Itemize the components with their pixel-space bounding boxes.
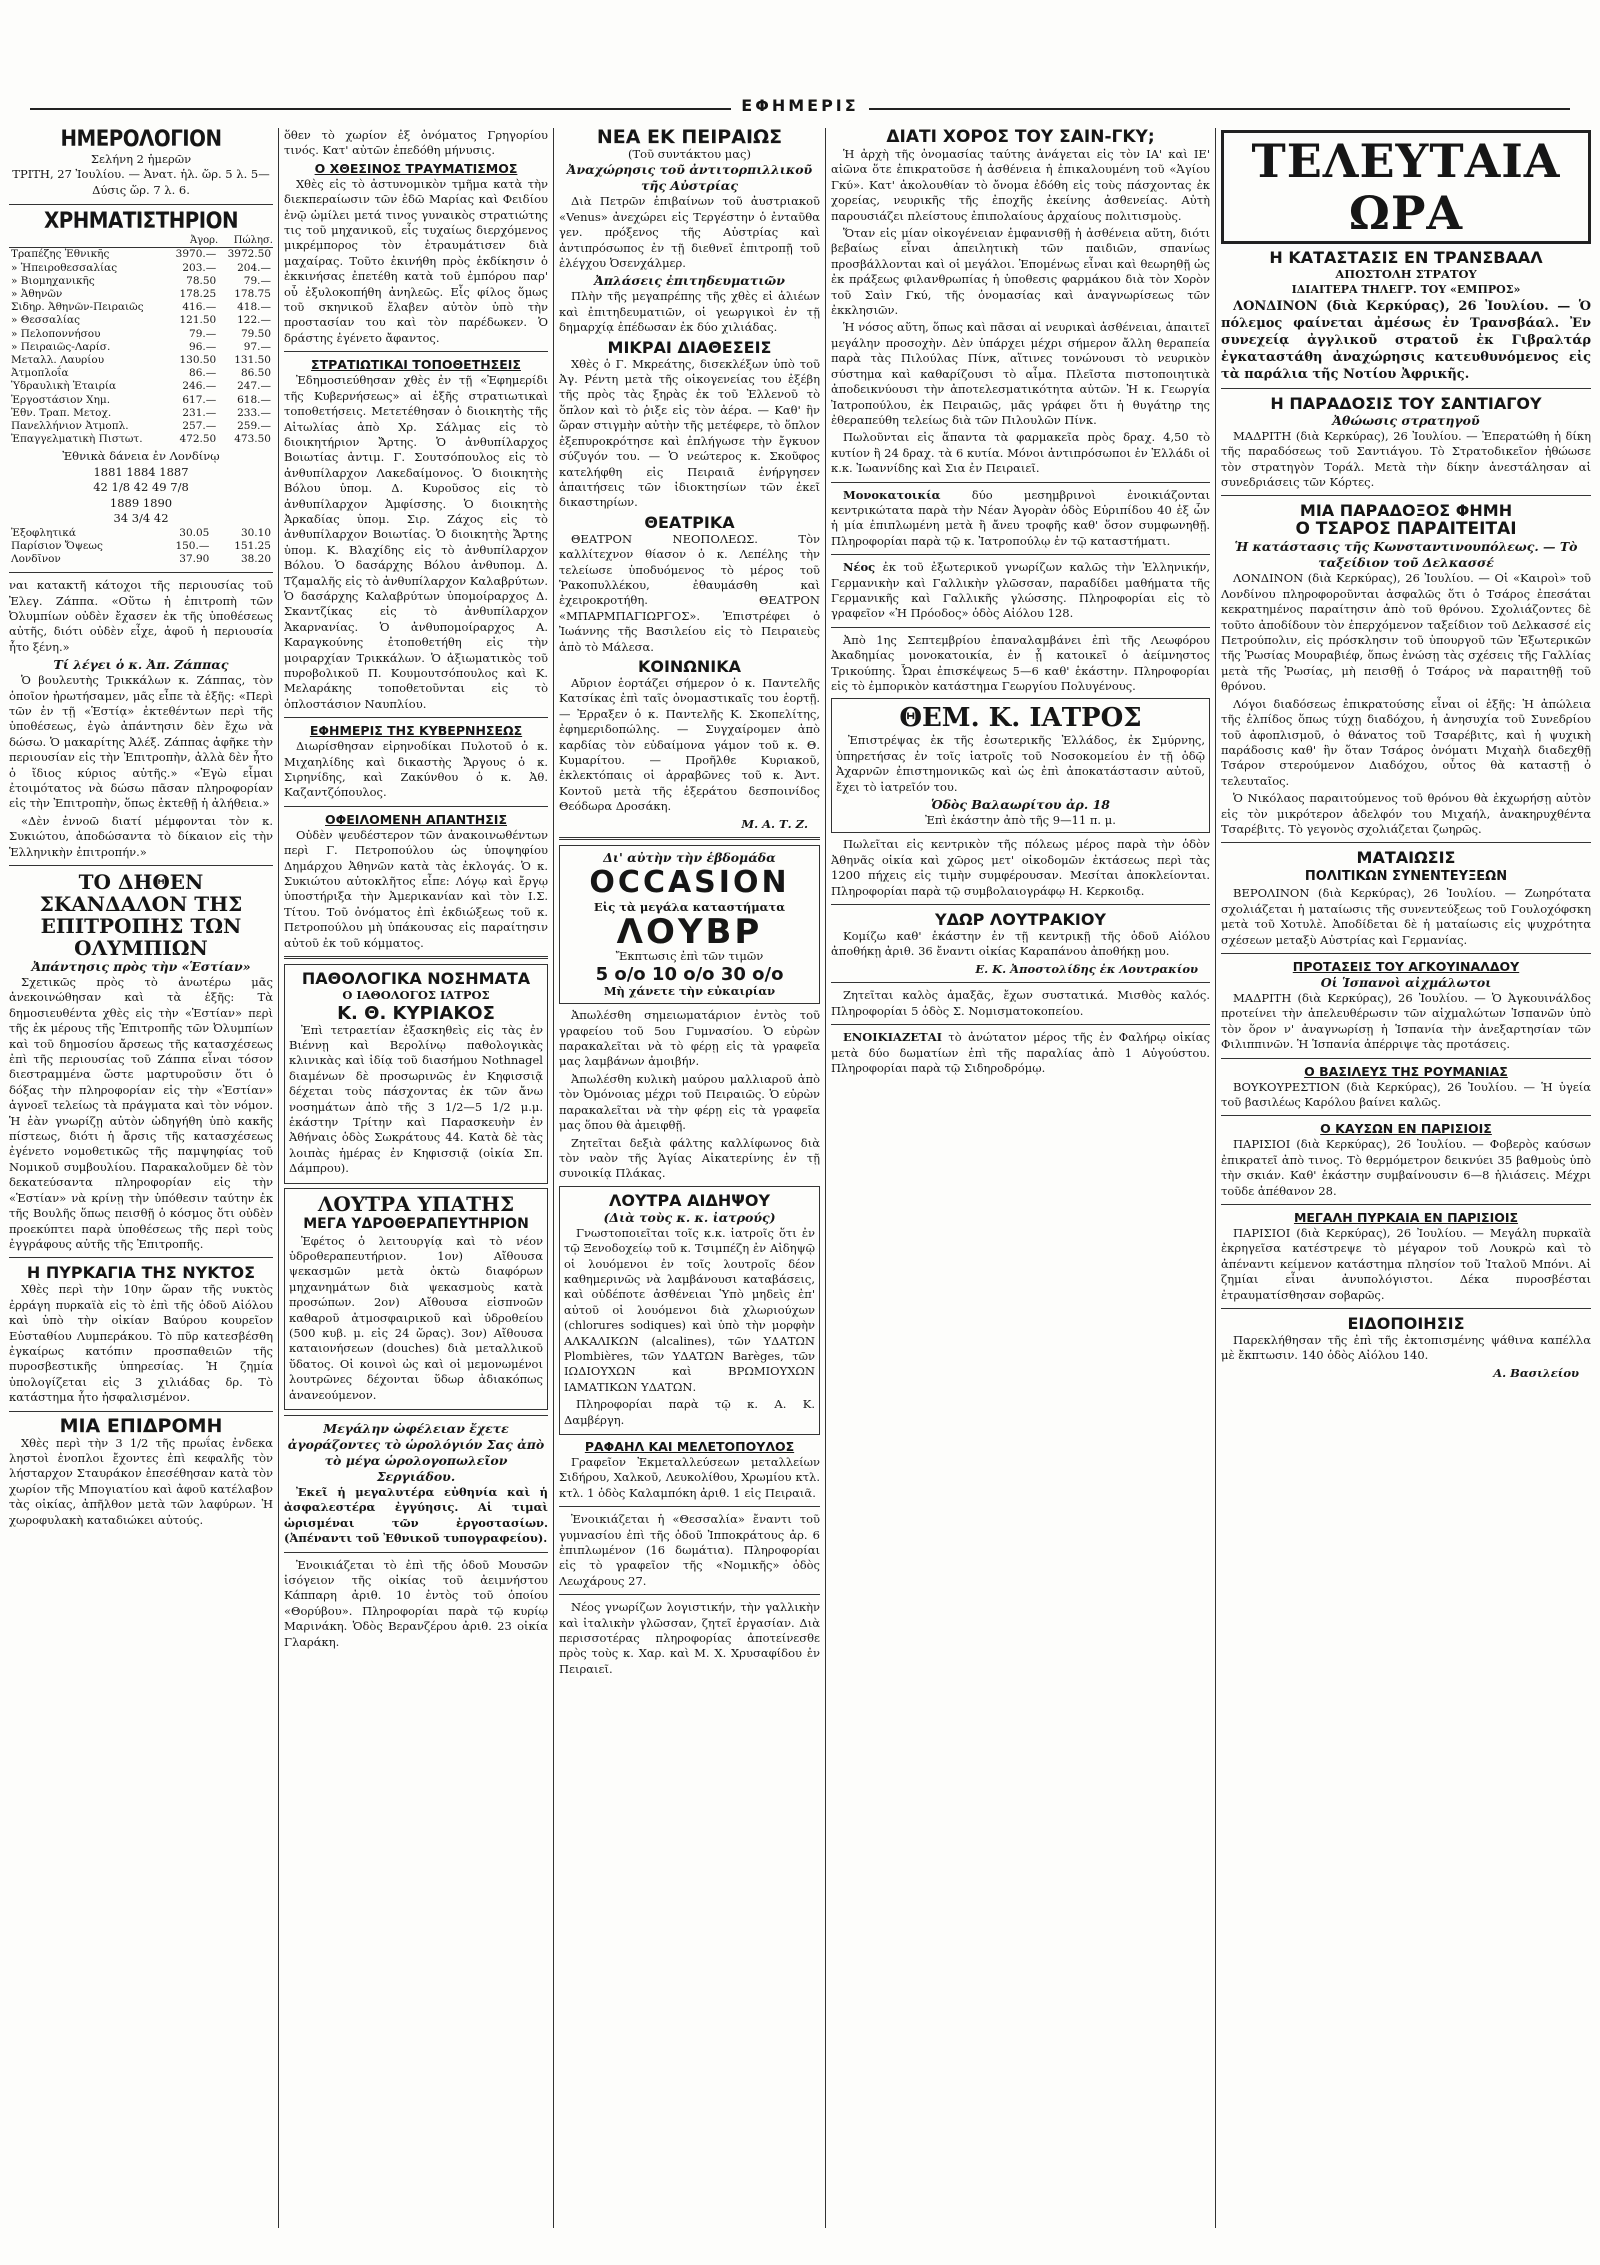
- buy-price: 246.—: [182, 380, 217, 393]
- article-text: ΠΑΡΙΣΙΟΙ (διὰ Κερκύρας), 26 Ἰουλίου. — Μεγάλη πυρκαϊὰ ἐκρηγεῖσα κατέστρεψε τὸ μέγαρον τοῦ Λουκρὼ καὶ τὸ ἀπέναντι κείμενον κατάστημα πλησίον τοῦ Ἰταλοῦ Μπόνι. Αἱ ζημίαι εἶναι ἀνυπολόγιστοι. Δέκα πυροσβέσται ἐτραυματίσθησαν σοβαρῶς.: [1221, 1226, 1591, 1302]
- table-row: [9, 394, 273, 407]
- calendar-line-1: Σελήνη 2 ἡμερῶν: [90, 152, 192, 166]
- louvre-discount: Ἔκπτωσις ἐπὶ τῶν τιμῶν: [615, 949, 764, 964]
- divider: [284, 351, 548, 352]
- ad-text: Ζητεῖται καλὸς ἀμαξᾶς, ἔχων συστατικά. Μισθὸς καλός. Πληροφορίαι 5 ὁδὸς Σ. Νομισματοκοπείου.: [831, 988, 1210, 1018]
- buy-price: 78.50: [186, 274, 217, 287]
- security-name: Πανελλήνιον Ἀτμοπλ.: [11, 420, 129, 433]
- ad-text: Νέος γνωρίζων λογιστικήν, τὴν γαλλικὴν καὶ ἰταλικὴν γλῶσσαν, ζητεῖ ἐργασίαν. Διὰ περισσοτέρας πληροφορίας ἀποτείνεσθε πρὸς τοὺς κ. Χαρ. καὶ Μ. Χ. Χρυσαφίδου ἐν Πειραιεῖ.: [559, 1600, 820, 1676]
- divider: [1221, 388, 1591, 389]
- telegram-label: ΙΔΙΑΙΤΕΡΑ ΤΗΛΕΓΡ. ΤΟΥ «ΕΜΠΡΟΣ»: [1291, 283, 1521, 297]
- table-row: [9, 433, 273, 446]
- buy-price: 203.—: [182, 261, 217, 274]
- heat-title: Ο ΚΑΥΣΩΝ ΕΝ ΠΑΡΙΣΙΟΙΣ: [1320, 1121, 1492, 1137]
- article-text: ΠΑΡΙΣΙΟΙ (διὰ Κερκύρας), 26 Ἰουλίου. — Φοβερὸς καύσων ἐπικρατεῖ ἀπὸ τινος. Τὸ θερμόμετρον δεικνύει 35 βαθμοὺς ὑπὸ τὴν σκιάν. Καθ' ἑκάστην συμβαίνουσιν 6—8 ἡλιάσεις. Μέχρι τοῦδε ἀπέθανον 28.: [1221, 1137, 1591, 1198]
- table-row: [9, 248, 273, 262]
- security-name: Ἐπαγγελματικὴ Πιστωτ.: [11, 433, 143, 446]
- ad-heading: ΕΝΟΙΚΙΑΖΕΤΑΙ: [843, 1030, 942, 1045]
- article-text: ὅθεν τὸ χωρίον ἐξ ὀνόματος Γρηγορίου τινός. Κατ' αὐτῶν ἐπεδόθη μήνυσις.: [284, 128, 548, 158]
- exchange-section: [9, 210, 273, 566]
- louvre-ad: [559, 845, 820, 1004]
- ad-text: Ἀπωλέσθη κυλικὴ μαύρου μαλλιαροῦ ἀπὸ τὸν Ὀμόνοιας μέχρι τοῦ Πειραιῶς. Ὁ εὑρὼν παρακαλεῖται νὰ τὴν φέρῃ εἰς τὰ γραφεῖα μας ὅπου θὰ ἀμειφθῇ.: [559, 1071, 820, 1133]
- article-text: Ὅταν εἰς μίαν οἰκογένειαν ἐμφανισθῇ ἡ ἀσθένεια αὕτη, διότι βεβαίως εἶναι ἀπειλητικὴ τῶν παιδιῶν, σπανίως προσβάλλονται καὶ οἱ μεγάλοι. Ἐπομένως εἶναι καὶ θεωρηθῇ ὡς ἐκ πράξεως φιλανθρωπίας ἡ ὑποθεσις φαρμάκου διὰ τὸν Χορὸν τοῦ Σαὶν Γκύ, τῆς ὀνομασίας καὶ ἀναγνωρίσεως τῶν ἐκκλησιῶν.: [831, 226, 1210, 318]
- louvre-name: ΛΟΥΒΡ: [616, 912, 763, 953]
- divider: [9, 1411, 273, 1412]
- security-name: Σιδηρ. Ἀθηνῶν-Πειραιῶς: [11, 301, 144, 314]
- article-text: Χθὲς περὶ τὴν 10ην ὥραν τῆς νυκτὸς ἐρράγη πυρκαϊὰ εἰς τὸ ἐπὶ τῆς ὁδοῦ Αἰόλου καὶ ὑπὸ τὴν οἰκίαν Βαύρου κουρεῖον Εὐσταθίου Λυμπεράκου. Τὸ πῦρ κατεσβέσθη ἐγκαίρως κατόπιν προσπαθειῶν τῆς πυροσβεστικῆς ὑπηρεσίας. Ἡ ζημία ὑπολογίζεται εἰς 3 χιλιάδας δρ. Τὸ κατάστημα ἦτο ἠσφαλισμένον.: [9, 1282, 273, 1405]
- article-text: ΘΕΑΤΡΟΝ ΝΕΟΠΟΛΕΩΣ. Τὸν καλλίτεχνον θίασον ὁ κ. Λεπέλης τὴν τελείωσε ὑποδυόμενος τὸ μέρος τοῦ Ῥακοπυλλέκου, ἐθαυμάσθη καὶ ἐχειροκροτήθη. ΘΕΑΤΡΟΝ «ΜΠΑΡΜΠΑΓΙΩΡΓΟΣ». Ἐπιστρέφει ὁ Ἰωάννης τῆς Βασιλείου εἰς τὸ Πειραιεὺς ἀπὸ τὸ Μάλεσα.: [559, 531, 820, 654]
- divider: [831, 1024, 1210, 1025]
- divider: [9, 204, 273, 205]
- security-name: Παρίσιον Ὄψεως: [11, 539, 103, 552]
- divider: [9, 865, 273, 866]
- buy-price: 3970.—: [175, 248, 217, 261]
- sell-price: 247.—: [237, 380, 271, 393]
- sell-price: 204.—: [237, 261, 271, 274]
- divider: [1221, 1058, 1591, 1059]
- ad-text: Ζητεῖται δεξιὰ φάλτης καλλίφωνος διὰ τὸν ναὸν τῆς Ἁγίας Αἰκατερίνης ἐν τῇ συνοικίᾳ Πλάκας.: [559, 1135, 820, 1181]
- ad-text: Ἐφέτος ὁ λειτουργίᾳ καὶ τὸ νέον ὑδροθεραπευτήριον. 1ον) Αἴθουσα ψεκασμῶν μετὰ ὀκτὼ διαφόρων μηχανημάτων διὰ ψεκασμοὺς κατὰ προσώπων. 2ον) Αἴθουσα εἰσπνοῶν καθαροῦ ἀτμοσφαιρικοῦ καὶ ὑδροθείου (500 κυβ. μ. εἰς 24 ὥρας). 3ον) Αἴθουσα καταιονήσεων (douches) διὰ μεταλλικοῦ ὕδατος. Οἱ κοινοὶ ὡς καὶ οἱ μεμονωμένοι λουτρῶνες δέχονται ὕδωρ ἀδιακόπως ἀνανεούμενον.: [289, 1233, 543, 1402]
- louvre-stores: Εἰς τὰ μεγάλα καταστήματα: [593, 900, 786, 915]
- notice-signature: Α. Βασιλείου: [1493, 1365, 1579, 1380]
- divider: [9, 1257, 273, 1258]
- loutraki-title: ΥΔΩΡ ΛΟΥΤΡΑΚΙΟΥ: [935, 910, 1106, 930]
- table-row: [9, 314, 273, 327]
- tsar-title: Ο ΤΣΑΡΟΣ ΠΑΡΑΙΤΕΙΤΑΙ: [1295, 519, 1517, 540]
- loans-values: 42 1/8 42 49 7/8: [93, 480, 189, 495]
- aidipsos-subtitle: (Διὰ τοὺς κ. κ. ἰατρούς): [603, 1209, 776, 1225]
- table-row: [9, 407, 273, 420]
- table-row: [9, 553, 273, 566]
- buy-price: 257.—: [182, 420, 217, 433]
- exchange-title: ΧΡΗΜΑΤΙΣΤΗΡΙΟΝ: [43, 209, 239, 235]
- buy-price: 472.50: [179, 433, 217, 446]
- sell-price: 79.—: [243, 274, 271, 287]
- raid-title: ΜΙΑ ΕΠΙΔΡΟΜΗ: [59, 1414, 223, 1437]
- ad-text: Πληροφορίαι παρὰ τῷ κ. Α. Κ. Δαμβέργη.: [564, 1397, 815, 1427]
- article-text: Ἡ ἀρχὴ τῆς ὀνομασίας ταύτης ἀνάγεται εἰς τὸν ΙΑ' καὶ ΙΕ' αἰῶνα ὅτε ἐπικρατοῦσε ἡ ἀσθένεια ἡ ἐπικαλουμένη τοῦ «Ἁγίου Γκύ». Κατ' ἀκολουθίαν τὸ ὄνομα ἐδόθη εἰς τοὺς πάσχοντας ἐκ χορείας, νευρικῆς τῆς ἐποχῆς ἐκείνης ἀσθενείας. Αὐτὴ παρουσιάζει πλείστους ἐπιπολαίους ἀρχαίους πολιτισμοὺς.: [831, 147, 1210, 223]
- buy-price: 231.—: [182, 406, 217, 419]
- divider: [559, 1506, 820, 1507]
- ad-heading: Νέος: [843, 560, 876, 575]
- feud-heading: Ἀπλάσεις ἐπιτηδευματιῶν: [594, 273, 785, 289]
- article-text: Αὔριον ἑορτάζει σήμερον ὁ κ. Παντελῆς Κατσίκας ἐπὶ ταῖς ὀνομαστικαῖς του ἑορτῇ. — Ἐρραξεν ὁ κ. Παντελῆς Κ. Σκοπελίτης, ἐφημεριδοπώλης. — Συγχαίρομεν ἀπὸ καρδίας τὸν εὐδαίμονα γάμον τοῦ κ. Θ. Κυμαρίτου. — Προῆλθε Κυριακοῦ, ἐκλεκτόπαις οἱ ἀρραβῶνες τοῦ κ. Ἀντ. Κοντοῦ μετὰ τῆς ἐξεράτου δεσποινίδος Θεόδωρα Δροσάκη.: [559, 675, 820, 814]
- article-text: ΜΑΔΡΙΤΗ (διὰ Κερκύρας), 26 Ἰουλίου. — Ἐπερατώθη ἡ δίκη τῆς παραδόσεως τοῦ Σαντιάγου. Τὸ Στρατοδικεῖον ἠθώωσε τὸν στρατηγὸν Τοράλ. Μετὰ τὴν δίκην ἀνεστάλησαν αἱ συνεδριάσεις τῶν Κόρτες.: [1221, 428, 1591, 490]
- exchange-table: [9, 234, 273, 446]
- pathology-title: ΠΑΘΟΛΟΓΙΚΑ ΝΟΣΗΜΑΤΑ: [301, 969, 531, 989]
- divider: [831, 482, 1210, 483]
- transfers-title: ΣΤΡΑΤΙΩΤΙΚΑΙ ΤΟΠΟΘΕΤΗΣΕΙΣ: [311, 357, 521, 373]
- column-3: [554, 128, 826, 2228]
- divider: [1221, 1308, 1591, 1309]
- santiago-subtitle: Ἀθώωσις στρατηγοῦ: [1332, 412, 1480, 428]
- divider: [831, 904, 1210, 905]
- santiago-title: Η ΠΑΡΑΔΟΣΙΣ ΤΟΥ ΣΑΝΤΙΑΓΟΥ: [1270, 393, 1542, 413]
- aidipsos-title: ΛΟΥΤΡΑ ΑΙΔΗΨΟΥ: [608, 1190, 771, 1210]
- buy-price: 37.90: [179, 552, 210, 565]
- fx-table: [9, 527, 273, 567]
- divider: [1221, 842, 1591, 843]
- exchange-head-name: [9, 234, 167, 248]
- sell-price: 473.50: [234, 433, 271, 446]
- ad-text: Ἐνοικιάζεται ἡ «Θεσσαλία» ἔναντι τοῦ γυμνασίου ἐπὶ τῆς ὁδοῦ Ἱπποκράτους ἀρ. 6 ἐπιπλωμένον (16 δωμάτια). Πληροφορίαι εἰς τὸ γραφεῖον τῆς «Νομικῆς» ὁδὸς Λεωχάρους 27.: [559, 1512, 820, 1588]
- hypati-baths-ad: [284, 1188, 548, 1410]
- divider: [1221, 1115, 1591, 1116]
- sell-price: 259.—: [237, 420, 271, 433]
- exchange-head-buy: Ἀγορ.: [167, 234, 218, 248]
- wound-title: Ο ΧΘΕΣΙΝΟΣ ΤΡΑΥΜΑΤΙΣΜΟΣ: [314, 160, 518, 176]
- calendar-title: ΗΜΕΡΟΛΟΓΙΟΝ: [60, 128, 222, 152]
- loans-years: 1881 1884 1887: [93, 464, 189, 479]
- buy-price: 150.—: [175, 539, 210, 552]
- ad-text: Ἐπὶ τετραετίαν ἐξασκηθεὶς εἰς τὰς ἐν Βιέννῃ καὶ Βερολίνῳ παθολογικὰς κλινικὰς καὶ ἰδίᾳ τοῦ διασήμου Nothnagel διαμένων δὲ προσωρινῶς ἐν Κηφισσιᾷ δέχεται τοὺς πάσχοντας ἐκ τῶν ἄνω νοσημάτων ἀπὸ τῆς 3 1/2—5 1/2 μ.μ. ἑκάστην Τρίτην καὶ Παρασκευὴν ἐν Ἀθήναις ὁδὸς Σωκράτους 44. Κατὰ δὲ τὰς λοιπὰς ἡμέρας ἐν Κηφισσιᾷ (οἰκία Σπ. Δάμπρου).: [289, 1022, 543, 1176]
- aguinaldo-title: ΠΡΟΤΑΣΕΙΣ ΤΟΥ ΑΓΚΟΥΙΝΑΛΔΟΥ: [1292, 958, 1520, 974]
- ad-heading: Μονοκατοικία: [843, 487, 941, 502]
- article-text: Πωλοῦνται εἰς ἅπαντα τὰ φαρμακεῖα πρὸς δραχ. 4,50 τὸ κυτίον ἢ 24 δραχ. τὰ 6 κυτία. Μόνοι ἀντιπρόσωποι ἐν Ἑλλάδι οἱ κ.κ. Ἰωαννίδης καὶ Σια ἐν Πειραιεῖ.: [831, 430, 1210, 476]
- article-text: Σχετικῶς πρὸς τὸ ἀνωτέρω μᾶς ἀνεκοινώθησαν καὶ τὰ ἑξῆς: Τὰ δημοσιευθέντα χθὲς εἰς τὴν «Ἑστίαν» περὶ τῆς ἐκ μέρους τῆς Ἐπιτροπῆς τῶν Ὀλυμπίων καὶ τοῦ δημοσίου ἄρσεως τῆς κατασχέσεως ἐπὶ τῆς περιουσίας τοῦ Ζάππα εἶναι τόσον διεστραμμένα ὥστε μαρτυροῦσιν ὅτι ὁ δόξας τὴν πληροφορίαν εἰς τὴν «Ἑστίαν» ἀγνοεῖ τελείως τὰ πράγματα καὶ τὸν νόμον. Ἡ ἐὰν γνωρίζῃ αὐτὸν ὡδηγήθη ὑπὸ κακῆς πίστεως, διότι ἡ ἄρσις τῆς κατασχέσεως ἐγένετο νομοθετικῶς τῆς παμψηφίας τοῦ Νομικοῦ συμβουλίου. Παρακαλοῦμεν δὲ τὸν δεκατεύσαντα πληροφορίαν εἰς τὴν «Ἑστίαν» νὰ κρίνῃ τὴν ὑπόθεσιν ταύτην ἐκ τῆς Βουλῆς ὅπως πεισθῇ ὁ κόσμος ὅτι οὐδὲν προεκύπτει παρὰ ὑποθέσεως τῆς περὶ τοὺς ἐγγράφους αὐτῆς τῆς Ἐπιτροπῆς.: [9, 975, 273, 1251]
- tsar-subtitle: Ἡ κατάστασις τῆς Κωνσταντινουπόλεως. — Τὸ ταξείδιον τοῦ Δελκασσέ: [1234, 539, 1578, 571]
- divider: [284, 717, 548, 718]
- article-text: Ὁ βουλευτὴς Τρικκάλων κ. Ζάππας, τὸν ὁποῖον ἠρωτήσαμεν, μᾶς εἶπε τὰ ἑξῆς: «Περὶ τῶν ἐν τῇ «Ἑστίᾳ» ἐκτεθέντων περὶ τῆς ὑποθέσεως, ἐγὼ ἀπάντησιν δὲν ἔχω νὰ δώσω. Ὁ μακαρίτης Ἀλέξ. Ζάππας ἀφῆκε τὴν περιουσίαν εἰς τὴν Ἐπιτροπὴν, ἀλλὰ δὲν ἦτο ὁ ἴδιος κύριος αὐτῆς.» «Ἐγὼ εἶμαι ἐτοιμότατος νὰ δώσω πᾶσαν πληροφορίαν εἰς τὴν Ἐπιτροπὴν, ὅπως ἐκτεθῇ ἡ ἀλήθεια.»: [9, 673, 273, 811]
- social-signature: Μ. Α. Τ. Ζ.: [741, 816, 808, 831]
- raphael-title: ΡΑΦΑΗΛ ΚΑΙ ΜΕΛΕΤΟΠΟΥΛΟΣ: [584, 1439, 795, 1454]
- ad-text: Ἀπὸ 1ης Σεπτεμβρίου ἐπαναλαμβάνει ἐπὶ τῆς Λεωφόρου Ἀκαδημίας μονοκατοικία, ἐν ᾗ κατοικεῖ ὁ ἀείμνηστος Τρικούπης. Ὧραι ἐπισκέψεως 5—6 καθ' ἑκάστην. Πληροφορίαι εἰς τὸ ἐμπορικὸν κατάστημα Γεωργίου Πολυγένους.: [831, 632, 1210, 693]
- security-name: » Ἀθηνῶν: [11, 288, 63, 301]
- ad-text: Γνωστοποιεῖται τοῖς κ.κ. ἰατροῖς ὅτι ἐν τῷ Ξενοδοχείῳ τοῦ κ. Τσιμπέζη ἐν Αἰδηψῷ οἱ λουόμενοι ἐν τοῖς λουτροῖς δέον καθημερινῶς νὰ λαμβάνουσι καταβάσεις, καὶ οὐδέποτε ἀσθένειαι Ὑπὸ μηδεὶς ἐπ' αὐτοῦ οἱ λουόμενοι διὰ χλωριούχων (chlorures sodiques) καὶ ὑπὸ τὴν μορφὴν ΑΛΚΑΛΙΚΩΝ (alcalines), τῶν ΥΔΑΤΩΝ Plombières, τῶν ΥΔΑΤΩΝ Barèges, τῶν ΙΩΔΙΟΥΧΩΝ καὶ ΒΡΩΜΙΟΥΧΩΝ ΙΑΜΑΤΙΚΩΝ ΥΔΑΤΩΝ.: [564, 1225, 815, 1394]
- theatre-title: ΘΕΑΤΡΙΚΑ: [644, 512, 735, 532]
- divider: [284, 1415, 548, 1416]
- piraeus-subtitle: (Τοῦ συντάκτου μας): [628, 147, 751, 161]
- article-text: ΜΑΔΡΙΤΗ (διὰ Κερκύρας), 26 Ἰουλίου. — Ὁ Ἀγκουινάλδος προτείνει τὴν ἀπελευθέρωσιν τῶν αἰχμαλώτων Ἱσπανῶν ὑπὸ τὸν ὅρον ν' ἀναγνωρίσῃ ἡ Ἱσπανία τὴν ἀνεξαρτησίαν τῶν Φιλιππινῶν. Ἡ Ἱσπανία ἀπέρριψε τὰς προτάσεις.: [1221, 990, 1591, 1052]
- paris-fire-title: ΜΕΓΑΛΗ ΠΥΡΚΑΙΑ ΕΝ ΠΑΡΙΣΙΟΙΣ: [1293, 1210, 1519, 1226]
- pathology-ad: [284, 964, 548, 1183]
- cancel-title: ΜΑΤΑΙΩΣΙΣ: [1356, 848, 1456, 868]
- masthead-title: ΕΦΗΜΕΡΙΣ: [731, 96, 868, 115]
- newspaper-page: [4, 128, 1596, 2228]
- column-2: [279, 128, 554, 2228]
- scandal-title: ΤΟ ΔΗΘΕΝ ΣΚΑΝΔΑΛΟΝ ΤΗΣ ΕΠΙΤΡΟΠΗΣ ΤΩΝ ΟΛΥΜΠΙΩΝ: [39, 870, 243, 961]
- sell-price: 86.50: [240, 367, 271, 380]
- sell-price: 418.—: [237, 301, 271, 314]
- article-text: «Δὲν ἐννοῶ διατί μέμφονται τὸν κ. Συκιώτου, ἀποδώσαντα τὸ δίκαιον εἰς τὴν Ἑλληνικὴν ἐπιτροπήν.»: [9, 813, 273, 859]
- article-text: ΒΕΡΟΛΙΝΟΝ (διὰ Κερκύρας), 26 Ἰουλίου. — Ζωηρότατα σχολιάζεται ἡ ματαίωσις τῆς συνεντεύξεως τοῦ Γουλοχόφσκη μετὰ τοῦ Χοτυλὲ. Ἀποδίδεται δὲ ἡ ματαίωσις εἰς ψυχρότητα σχέσεων μεταξὺ Αὐστρίας καὶ Γερμανίας.: [1221, 886, 1591, 947]
- table-row: [9, 341, 273, 354]
- article-text: Ὁ Νικόλαος παραιτούμενος τοῦ θρόνου θὰ ἐκχωρήσῃ αὐτὸν εἰς τὸν μικρότερον ἀδελφόν του Μιχαήλ, ἀνακηρυχθέντα Τσαρέβιτς. Τὸ γεγονὸς σχολιάζεται ζωηρῶς.: [1221, 791, 1591, 836]
- piraeus-title: ΝΕΑ ΕΚ ΠΕΙΡΑΙΩΣ: [596, 128, 783, 148]
- ad-text: Ἐνοικιάζεται τὸ ἐπὶ τῆς ὁδοῦ Μουσῶν ἰσόγειον τῆς οἰκίας τοῦ ἀειμνήστου Κάππαρη ἀριθ. 10 ἐντὸς τοῦ ὁποίου «Θορύβου». Πληροφορίαι παρὰ τῷ κυρίῳ Μαρινάκη. Ὁδὸς Βερανζέρου ἀριθ. 23 οἰκία Γλαράκη.: [284, 1557, 548, 1649]
- notice-title: ΕΙΔΟΠΟΙΗΣΙΣ: [1347, 1314, 1465, 1334]
- hypati-title: ΛΟΥΤΡΑ ΥΠΑΤΗΣ: [317, 1191, 515, 1216]
- table-row: [9, 301, 273, 314]
- table-row: [9, 367, 273, 380]
- divider: [559, 837, 820, 840]
- table-row: [9, 420, 273, 433]
- answer-title: ΟΦΕΙΛΟΜΕΝΗ ΑΠΑΝΤΗΣΙΣ: [325, 811, 507, 827]
- security-name: Ἐξοφλητικά: [11, 526, 76, 539]
- divider: [831, 982, 1210, 983]
- sell-price: 79.50: [240, 327, 271, 340]
- louvre-week: Δι' αὐτὴν τὴν ἑβδομάδα: [603, 850, 776, 866]
- ad-text: Παρεκλήθησαν τῆς ἐπὶ τῆς ἐκτοπισμένης ψάθινα καπέλλα μὲ ἔκπτωσιν. 140 ὁδὸς Αἰόλου 140.: [1221, 1333, 1591, 1363]
- sell-price: 38.20: [240, 552, 271, 565]
- loans-title: Ἐθνικὰ δάνεια ἐν Λονδίνῳ: [62, 449, 220, 464]
- sell-price: 178.75: [234, 288, 271, 301]
- article-text: ναι κατακτῆ κάτοχοι τῆς περιουσίας τοῦ Ἐλεγ. Ζάππα. «Οὕτω ἡ ἐπιτροπὴ τῶν Ὀλυμπίων οὐδὲν ἔχασεν ἐκ τῆς ὑποθέσεως αὐτῆς, διότι οὐδὲν εἶχε, ἀφοῦ ἡ περιουσία ἦτο ξένη.»: [9, 578, 273, 654]
- article-text: Λόγοι διαδόσεως ἐπικρατούσης εἶναι οἱ ἑξῆς: Ἡ ἀπώλεια τῆς ἐλπίδος ὅπως τύχῃ διαδόχου, ἡ ἀνησυχία τοῦ Συνεδρίου τοῦ ἀφοπλισμοῦ, ὁ θάνατος τοῦ Τσαρέβιτς, καὶ ἡ ψυχικὴ παράδοσις καθ' ἣν ὅταν Τσάρος ὀνόματι Μιχαὴλ διαδεχθῇ Τσάρον στερούμενον Διαδόχου, οὗτος θὰ καταστῇ ὁ τελευταῖος.: [1221, 696, 1591, 788]
- doctor-address: Ὁδὸς Βαλαωρίτου ἀρ. 18: [931, 797, 1110, 813]
- night-fire-title: Η ΠΥΡΚΑΓΙΑ ΤΗΣ ΝΥΚΤΟΣ: [26, 1263, 256, 1283]
- security-name: Ὑδραυλικὴ Ἑταιρία: [11, 380, 117, 393]
- austria-heading: Ἀναχώρησις τοῦ ἀντιτορπιλλικοῦ τῆς Αὐστρίας: [566, 162, 813, 194]
- aguinaldo-subtitle: Οἱ Ἱσπανοὶ αἰχμάλωτοι: [1320, 974, 1492, 990]
- ad-text: δύο μεσημβρινοὶ ἐνοικιάζονται κεντρικώτατα παρὰ τὴν Νέαν Ἀγορὰν ὁδὸς Εὐριπίδου 40 ἐξ ὧν ἡ μία ἐπιπλωμένη μετὰ ἢ ἄνευ τροφῆς καθ' ὅσον συμφωνηθῇ. Πληροφορίαι παρὰ τῷ κ. Ἰατροπούλῳ ἐν τῷ καταστήματι.: [831, 487, 1210, 548]
- table-row: [9, 380, 273, 393]
- article-text: Χθὲς ὁ Γ. Μκρεάτης, δισεκλέξων ὑπὸ τοῦ Ἀγ. Ρέντη μετὰ τῆς οἰκογενείας του ἐξέβη τῆς πρὸς τὰς ξηρὰς ἐκ τοῦ Ἐλλενοῦ τὸ ὅπλον καὶ τὸ ῥιξε εἰς τὸν ἀέρα. — Καθ' ἣν ὥραν στιγμὴν αὐτὴν τῆς μετέφερε, τὸ ὅπλον ἐξεπυροκρότησε καὶ ἐπλήγωσε τὴν ἔγκυον σύζυγόν του. — Ὁ νεώτερος κ. Σκοῦφος κατελήφθη εἰς Πειραιᾶ ἐνήργησεν ἀπαιτήσεις τῶν ἰδιοκτησίων τῶν ἐκεῖ δικαστηρίων.: [559, 356, 820, 510]
- buy-price: 79.—: [189, 327, 217, 340]
- column-1: [4, 128, 279, 2228]
- divider: [1221, 953, 1591, 954]
- sell-price: 151.25: [234, 539, 271, 552]
- scandal-subtitle: Ἀπάντησις πρὸς τὴν «Ἑστίαν»: [31, 959, 251, 975]
- article-text: Ἐδημοσιεύθησαν χθὲς ἐν τῇ «Ἐφημερίδι τῆς Κυβερνήσεως» αἱ ἑξῆς στρατιωτικαὶ τοποθετήσεις. Μετετέθησαν ὁ διοικητὴς τῆς Αἰτωλίας ἀπὸ Χρ. Σάλμας εἰς τὸ διοικητήριον Ἄρτης. Ὁ ἀνθυπίλαρχος Βοιωτίας ἀντιμ. Γ. Σουτσόπουλος εἰς τὸ ἀνθυπίλαρχον Λακεδαίμονος. Ὁ διοικητὴς Βόλου ὑπομ. Δ. Κυροῦσος εἰς τὸ ἀνθυπίλαρχον Ἀμφίσσης. Ὁ διοικητὴς Ἀρκαδίας ὑπομ. Σιρ. Ζάχος εἰς τὸ ἀνθυπίλαρχον Βοιωτίας. Ὁ διοικητὴς Ἄρτης ὑπομ. Κ. Βλαχίδης εἰς τὸ ἀνθυπίλαρχον Βόλου. Ὁ δασάρχης Βόλου ἀνθυπομ. Δ. Τζαμαλῆς εἰς τὸ ἀνθυπίλαρχον Καλαβρύτων. Ὁ δασάρχης Καλαβρύτων ὑπομοίραρχος Δ. Σκαντζίκας εἰς τὸ ἀνθυπίλαρχον Ἀκαρνανίας. Ὁ ἀνθυπομοίραρχος Α. Καραγκούνης ἐτοποθετήθη εἰς τὴν μοιραρχίαν Τρικκάλων. Ὁ ἀξιωματικὸς τοῦ πυροβολικοῦ Π. Κουμουτσόπουλος καὶ Κ. Μελαράκης τοποθετοῦνται εἰς τὸ ὁπλοστάσιον Ναυπλίου.: [284, 373, 548, 711]
- ad-text: Πωλεῖται εἰς κεντρικὸν τῆς πόλεως μέρος παρὰ τὴν ὁδὸν Ἀθηνᾶς οἰκία καὶ χῶρος μετ' οἰκοδομῶν ἐκτάσεως περὶ τὰς 1200 πήχεις εἰς τιμὴν συμφέρουσαν. Μεσίται ἀποκλείονται. Πληροφορίαι παρὰ τῷ συμβολαιογράφῳ Η. Κερκοιδᾳ.: [831, 837, 1210, 898]
- ad-text: Ἀπωλέσθη σημειωματάριον ἐντὸς τοῦ γραφείου τοῦ 5ου Γυμνασίου. Ὁ εὑρὼν παρακαλεῖται νὰ τὸ φέρῃ εἰς τὰ γραφεῖα μας λαμβάνων ἀμοιβήν.: [559, 1008, 820, 1069]
- last-hour-title: ΤΕΛΕΥΤΑΙΑ ΩΡΑ: [1221, 130, 1591, 244]
- divider: [1221, 495, 1591, 496]
- small-notices-title: ΜΙΚΡΑΙ ΔΙΑΘΕΣΕΙΣ: [607, 337, 772, 357]
- ad-text: τὸ ἀνώτατον μέρος τῆς ἐν Φαλήρῳ οἰκίας μετὰ δύο δωματίων ἐπὶ τῆς παραλίας ἀπὸ 1 Αὐγούστου. Πληροφορίαι παρὰ τῷ Σιδηροδρόμῳ.: [831, 1030, 1211, 1075]
- aidipsos-ad: [559, 1186, 820, 1435]
- interview-heading: Τί λέγει ὁ κ. Ἀπ. Ζάππας: [53, 657, 229, 673]
- ad-text: Ἐκεῖ ἡ μεγαλυτέρα εὐθηνία καὶ ἡ ἀσφαλεστέρα ἐγγύησις. Αἱ τιμαὶ ὡρισμέναι τῶν ἐργοστασίων. (Ἀπέναντι τοῦ Ἐθνικοῦ τυπογραφείου).: [284, 1485, 548, 1546]
- doctor-name: ΘΕΜ. Κ. ΙΑΤΡΟΣ: [899, 703, 1142, 734]
- article-text: ΒΟΥΚΟΥΡΕΣΤΙΟΝ (διὰ Κερκύρας), 26 Ἰουλίου. — Ἡ ὑγεία τοῦ βασιλέως Καρόλου βαίνει καλῶς.: [1221, 1079, 1591, 1109]
- security-name: Μεταλλ. Λαυρίου: [11, 354, 105, 367]
- ad-text: Κομίζω καθ' ἑκάστην ἐν τῇ κεντρικῇ τῆς ὁδοῦ Αἰόλου ἀποθήκῃ ἀριθ. 36 ἔναντι οἰκίας Καραπάνου ἀποθήκῃ μου.: [831, 929, 1210, 959]
- article-text: Ἡ νόσος αὕτη, ὅπως καὶ πᾶσαι αἱ νευρικαὶ ἀσθένειαι, ἀπαιτεῖ μεγάλην προσοχὴν. Δὲν ὑπάρχει μέχρι σήμερον ἄλλη θεραπεία παρὰ τὰς Πιλούλας Πίνκ, αἵτινες τονώνουσι τὸ νευρικὸν σύστημα καὶ καθαρίζουσι τὸ αἷμα. Πλεῖστα πιστοποιητικὰ ἀποδεικνύουσι τὴν ἀποτελεσματικότητα αὐτῶν. Ἡ κ. Γεωργία Ἰατροπούλου, ἐκ Πειραιῶς, μᾶς γράφει ὅτι ἡ θυγάτηρ της ἐθεραπεύθη τελείως διὰ τῶν Πιλουλῶν Πίνκ.: [831, 320, 1210, 427]
- sell-price: 3972.50: [227, 248, 271, 261]
- security-name: » Θεσσαλίας: [11, 314, 80, 327]
- clock-ad-heading: Μεγάλην ὠφέλειαν ἔχετε ἀγοράζοντες τὸ ὡρολόγιόν Σας ἀπὸ τὸ μέγα ὡρολογοπωλεῖον Σεργιάδου.: [287, 1421, 545, 1485]
- buy-price: 416.—: [182, 301, 217, 314]
- buy-price: 121.50: [179, 314, 217, 327]
- romania-title: Ο ΒΑΣΙΛΕΥΣ ΤΗΣ ΡΟΥΜΑΝΙΑΣ: [1304, 1063, 1508, 1079]
- divider: [284, 1552, 548, 1553]
- column-4: [826, 128, 1216, 2228]
- calendar-section: [9, 128, 273, 198]
- security-name: Ἀτμοπλοΐα: [11, 367, 69, 380]
- buy-price: 130.50: [179, 354, 217, 367]
- doctor-ad: [831, 698, 1210, 833]
- table-row: [9, 275, 273, 288]
- sell-price: 122.—: [237, 314, 271, 327]
- loutraki-signature: Ε. Κ. Ἀποστολίδης ἐκ Λουτρακίου: [975, 961, 1198, 976]
- security-name: » Πελοποννήσου: [11, 327, 101, 340]
- buy-price: 617.—: [182, 393, 217, 406]
- divider: [284, 806, 548, 807]
- divider: [284, 956, 548, 959]
- ad-text: Ἐπιστρέψας ἐκ τῆς ἐσωτερικῆς Ἑλλάδος, ἐκ Σμύρνης, ὑπηρετήσας ἐν τοῖς ἰατροῖς τοῦ Νοσοκομείου ἐν τῇ ὁδῷ Ἀχαρνῶν ἐπιστημονικῶς καὶ ὡς ἐπὶ ἀποκατάστασιν αὐτοῦ, ἔχει τὸ ἰατρεῖόν του.: [836, 733, 1205, 794]
- article-text: Διὰ Πετρῶν ἐπιβαίνων τοῦ ἀυστριακοῦ «Venus» ἀνεχώρει εἰς Τεργέστην ὁ ἐνταῦθα γεν. πρόξενος τῆς Αὐστρίας καὶ ἀντιπρόσωπος ἐν τῇ διεθνεῖ ἐπιτροπῇ τοῦ ἐλέγχου Ὀσενχάλμερ.: [559, 194, 820, 271]
- transvaal-subtitle: ΑΠΟΣΤΟΛΗ ΣΤΡΑΤΟΥ: [1335, 267, 1477, 281]
- cancel-subtitle: ΠΟΛΙΤΙΚΩΝ ΣΥΝΕΝΤΕΥΞΕΩΝ: [1304, 869, 1508, 885]
- article-text: ΛΟΝΔΙΝΟΝ (διὰ Κερκύρας), 26 Ἰουλίου. — Οἱ «Καιροὶ» τοῦ Λονδίνου πληροφοροῦνται ἀσφαλῶς ὅτι ὁ Τσάρος ἐπεσάται κεκρατημένος παραίτησιν ἀπὸ τοῦ θρόνου. Σχολιάζοντες δὲ τοῦτο ἀποδίδουν τὸν ἐπερχόμενον ταξείδιον τοῦ Δελκασσέ εἰς Πετρούπολιν, εἰς πρόσκλησιν τοῦ ὑπουργοῦ τῶν Ἐξωτερικῶν τῆς Ῥωσίας Μουραβιέφ, ὅπως ἐνώσῃ τὰς σχέσεις τῆς Γαλλίας μετὰ τῆς Ῥωσίας, μὴ πεισθῇ ὁ Τσάρος νὰ παραιτηθῇ τοῦ θρόνου.: [1221, 571, 1591, 694]
- table-row: [9, 354, 273, 367]
- article-text: Οὐδὲν ψευδέστερον τῶν ἀνακοινωθέντων περὶ Γ. Πετροπούλου ὡς ὑποψηφίου Δημάρχου Ἀθηνῶν κατὰ τὰς ἐκλογάς. Ὁ κ. Συκιώτου αὐτοκλῆτος εἶπε: Λόγῳ καὶ ἔργῳ ὑποστήριξα τὴν Ἀμερικανίαν καὶ τὸν Ι.Σ. Τίτου. Τοῦ ὀνόματος ἐπὶ ἐκδιώξεως τοῦ κ. Πετροπούλου μὴ ὑπάκουσας εἰς παραίτησιν αὐτοῦ ἐκ τοῦ κόμματος.: [284, 827, 548, 950]
- article-text: Χθὲς περὶ τὴν 3 1/2 τῆς πρωΐας ἐνδεκα ληστοὶ ἐνοπλοι ἔχοντες ἐπὶ κεφαλῆς τὸν λήσταρχον Σταυράκον ἐπεσέθησαν κατὰ τὸν χωρίον τῆς Μπογιατίου καὶ ἀφοῦ κατέλαβον τὰς οἰκίας, ἀπῆλθον μετὰ τῶν λαφύρων. Ἡ χωροφυλακὴ καταδιώκει αὐτούς.: [9, 1435, 273, 1527]
- security-name: » Βιομηχανικῆς: [11, 274, 95, 287]
- divider: [1221, 1204, 1591, 1205]
- divider: [559, 1594, 820, 1595]
- ad-text: ἐκ τοῦ ἐξωτερικοῦ γνωρίζων καλῶς τὴν Ἑλληνικήν, Γερμανικὴν καὶ Γαλλικὴν γλῶσσαν, παραδίδει μαθήματα τῆς Γερμανικῆς καὶ Γαλλικῆς γλώσσης. Πληροφορίαι εἰς τὸ γραφεῖον «Ἡ Πρόοδος» ὁδὸς Αἰόλου 128.: [831, 560, 1210, 621]
- louvre-occasion: OCCASION: [589, 865, 790, 901]
- column-5: [1216, 128, 1596, 2228]
- rumour-title: ΜΙΑ ΠΑΡΑΔΟΞΟΣ ΦΗΜΗ: [1299, 501, 1513, 521]
- article-text: Διωρίσθησαν εἰρηνοδίκαι Πυλοτοῦ ὁ κ. Μιχαηλίδης καὶ δικαστὴς Ἄργους ὁ κ. Σιρηνίδης, καὶ Ζακύνθου ὁ κ. Ἀθ. Καζαντζόπουλος.: [284, 739, 548, 800]
- gazette-title: ΕΦΗΜΕΡΙΣ ΤΗΣ ΚΥΒΕΡΝΗΣΕΩΣ: [309, 723, 523, 739]
- sell-price: 131.50: [234, 354, 271, 367]
- sell-price: 97.—: [243, 340, 271, 353]
- divider: [831, 627, 1210, 628]
- security-name: Ἐργοστάσιον Χημ.: [11, 393, 111, 406]
- sell-price: 30.10: [240, 526, 271, 539]
- pathology-doctor-name: Κ. Θ. ΚΥΡΙΑΚΟΣ: [337, 1002, 495, 1024]
- pathology-subtitle: Ο ΙΑΘΟΛΟΓΟΣ ΙΑΤΡΟΣ: [342, 988, 490, 1003]
- doctor-hours: Ἐπὶ ἑκάστην ἀπὸ τῆς 9—11 π. μ.: [925, 813, 1116, 828]
- table-row: [9, 328, 273, 341]
- social-title: ΚΟΙΝΩΝΙΚΑ: [637, 656, 742, 676]
- transvaal-title: Η ΚΑΤΑΣΤΑΣΙΣ ΕΝ ΤΡΑΝΣΒΑΑΛ: [1269, 248, 1543, 267]
- table-row: [9, 288, 273, 301]
- buy-price: 30.05: [179, 526, 210, 539]
- security-name: » Πειραιῶς-Λαρίσ.: [11, 340, 111, 353]
- sell-price: 618.—: [237, 393, 271, 406]
- calendar-line-2: ΤΡΙΤΗ, 27 Ἰουλίου. — Ἀνατ. ἡλ. ὥρ. 5 λ. 5—Δύσις ὥρ. 7 λ. 6.: [12, 167, 270, 197]
- article-text: Χθὲς εἰς τὸ ἀστυνομικὸν τμῆμα κατὰ τὴν διεκπεραίωσιν τῶν ἐδῶ Μαρίας καὶ Φειδίου ἐνῷ ὡμίλει μετά τινος γυναικὸς στρατιώτης τις τοῦ μηχανικοῦ, εἷς τυχαίως διερχόμενος μικρέμπορος τὸν ἐτραυμάτισεν διὰ μαχαίρας. Τοῦτο ἐκινήθη πρὸς ἐκδίκησιν ὁ ἐκκινήσας ἐπετέθη κατὰ τοῦ ἐμπόρου παρ' οὗ ἐξυλοκοπήθη ἀνηλεῶς. Εἷς φίλος ὅμως τοῦ σκηνικοῦ ἔλαβεν αὐτὸν ὑπὸ τὴν προστασίαν του καὶ τὸν παρέδωκεν. Ὁ δράστης ἐγένετο ἄφαντος.: [284, 176, 548, 345]
- exchange-head-sell: Πώλησ.: [218, 234, 273, 248]
- ad-text: Γραφεῖον Ἐκμεταλλεύσεων μεταλλείων Σιδήρου, Χαλκοῦ, Λευκολίθου, Χρωμίου κτλ. κτλ. 1 ὁδὸς Καλαμπόκη ἀριθ. 1 εἰς Πειραιᾶ.: [559, 1455, 820, 1500]
- loans-years-2: 1889 1890: [109, 495, 173, 510]
- security-name: Ἐθν. Τραπ. Μετοχ.: [11, 406, 112, 419]
- st-guy-title: ΔΙΑΤΙ ΧΟΡΟΣ ΤΟΥ ΣΑΙΝ-ΓΚΥ;: [886, 128, 1155, 147]
- divider: [831, 554, 1210, 555]
- louvre-nomiss: Μὴ χάνετε τὴν εὐκαιρίαν: [603, 983, 776, 998]
- hypati-subtitle: ΜΕΓΑ ΥΔΡΟΘΕΡΑΠΕΥΤΗΡΙΟΝ: [303, 1215, 529, 1232]
- buy-price: 96.—: [189, 340, 217, 353]
- buy-price: 86.—: [189, 367, 217, 380]
- article-text: ΛΟΝΔΙΝΟΝ (διὰ Κερκύρας), 26 Ἰουλίου. — Ὁ πόλεμος φαίνεται ἀμέσως ἐν Τρανσβάαλ. Ἐν συνεχείᾳ ἀγγλικοῦ στρατοῦ ἐκ Γιβραλτάρ ἐγκαταστάθη ἀναχώρησις κατευθυνόμενος εἰς τὰ παράλια τῆς Νοτίου Ἀφρικῆς.: [1221, 298, 1591, 382]
- table-row: [9, 527, 273, 540]
- article-text: Πλὴν τῆς μεγαπρέπης τῆς χθὲς εἰ ἀλιέων καὶ ἐπιτηδευματιῶν, οἱ γεωργικοὶ ἐν τῇ δημαρχίᾳ ἐπέδωσαν ἐκ δύο χιλιάδας.: [559, 289, 820, 335]
- security-name: Τραπέζης Ἐθνικῆς: [11, 248, 110, 261]
- divider: [9, 572, 273, 573]
- masthead: [0, 96, 1600, 120]
- buy-price: 178.25: [179, 288, 217, 301]
- security-name: » Ἠπειροθεσσαλίας: [11, 261, 118, 274]
- table-row: [9, 540, 273, 553]
- table-row: [9, 262, 273, 275]
- security-name: Λονδῖνον: [11, 552, 61, 565]
- sell-price: 233.—: [237, 406, 271, 419]
- louvre-percents: 5 ο/ο 10 ο/ο 30 ο/ο: [595, 963, 784, 985]
- loans-values-2: 34 3/4 42: [113, 511, 169, 526]
